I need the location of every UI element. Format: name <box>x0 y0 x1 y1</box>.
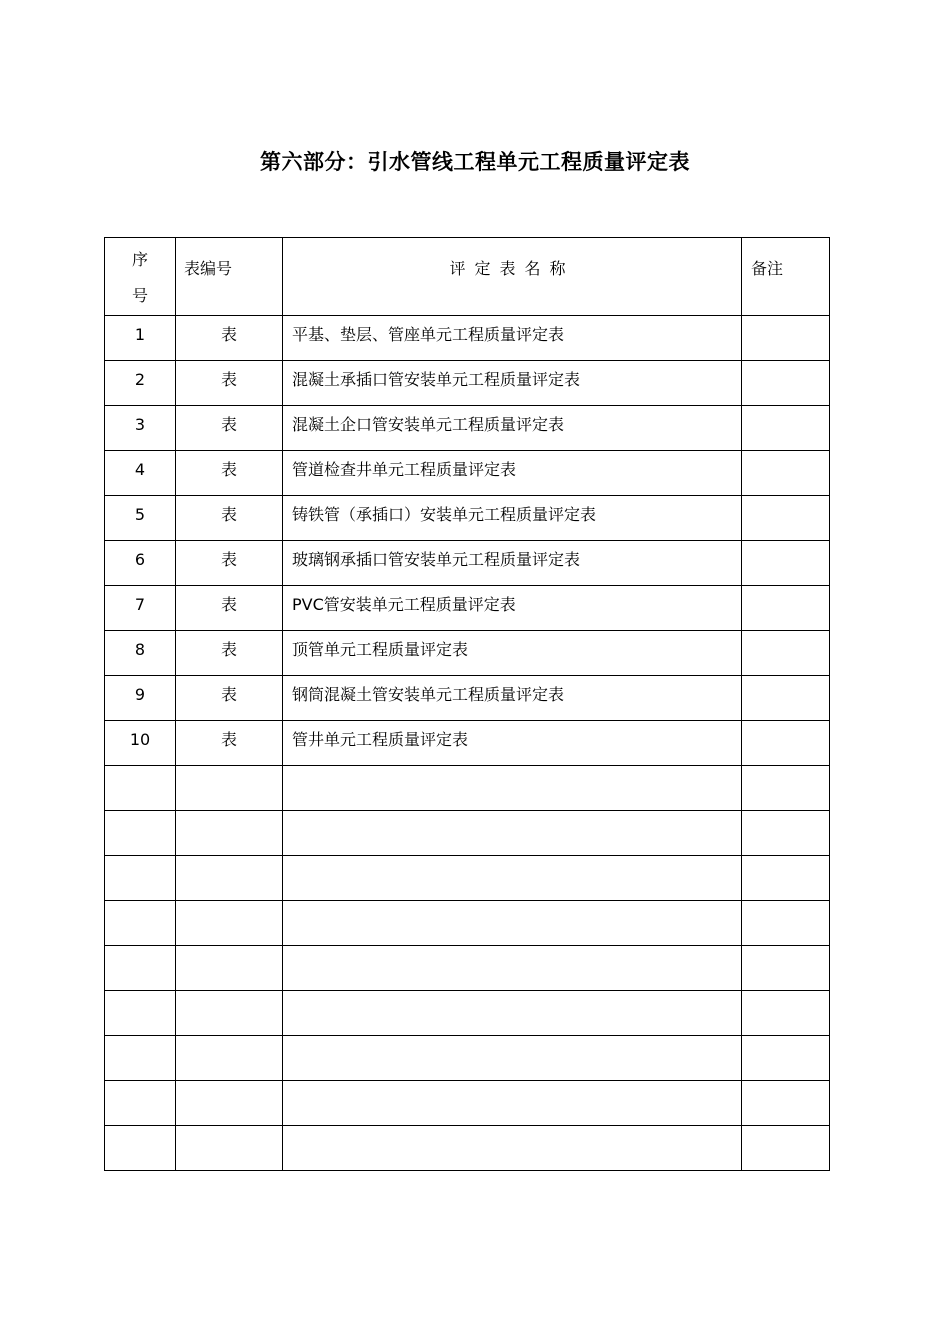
row-name-cell <box>283 406 742 451</box>
row-code-cell-text <box>176 766 282 774</box>
row-name-cell-text: 平基、垫层、管座单元工程质量评定表 <box>292 325 565 344</box>
header-seq-line1: 序 <box>131 250 148 269</box>
row-code-cell <box>176 406 283 451</box>
row-note-cell-text <box>742 586 829 594</box>
table-body <box>105 316 830 1171</box>
row-note-cell <box>742 631 830 676</box>
table-row <box>105 946 830 991</box>
row-note-cell-text <box>742 1036 829 1044</box>
row-name-cell-text: 混凝土企口管安装单元工程质量评定表 <box>292 415 565 434</box>
row-code-cell-text <box>176 856 282 864</box>
table-row <box>105 586 830 631</box>
row-code-cell-text: 表 <box>220 685 237 704</box>
row-note-cell-text <box>742 766 829 774</box>
row-seq-cell-text <box>105 1036 175 1044</box>
row-code-cell <box>176 676 283 721</box>
header-code <box>176 238 283 316</box>
table-row <box>105 1036 830 1081</box>
row-note-cell-text <box>742 406 829 414</box>
row-code-cell <box>176 631 283 676</box>
row-note-cell-text <box>742 721 829 729</box>
row-seq-cell-text: 3 <box>134 415 146 434</box>
row-note-cell-text <box>742 496 829 504</box>
row-name-cell <box>283 451 742 496</box>
row-note-cell-text <box>742 451 829 459</box>
evaluation-form-index-table <box>104 237 830 1171</box>
table-row <box>105 991 830 1036</box>
row-name-cell <box>283 361 742 406</box>
row-code-cell <box>176 901 283 946</box>
row-name-cell <box>283 811 742 856</box>
row-name-cell <box>283 946 742 991</box>
row-name-cell <box>283 1126 742 1171</box>
table-row <box>105 1126 830 1171</box>
row-seq-cell-text: 1 <box>134 325 146 344</box>
row-seq-cell-text: 10 <box>129 730 151 749</box>
row-name-cell-text: 管道检查井单元工程质量评定表 <box>292 460 517 479</box>
row-note-cell-text <box>742 1126 829 1134</box>
row-code-cell-text <box>176 991 282 999</box>
row-note-cell <box>742 946 830 991</box>
row-name-cell-text <box>292 1126 741 1134</box>
row-seq-cell <box>105 811 176 856</box>
row-code-cell <box>176 1081 283 1126</box>
row-name-cell <box>283 721 742 766</box>
row-seq-cell-text: 9 <box>134 685 146 704</box>
table-row <box>105 856 830 901</box>
table-row <box>105 1081 830 1126</box>
row-seq-cell <box>105 361 176 406</box>
row-code-cell-text: 表 <box>220 550 237 569</box>
row-seq-cell-text <box>105 946 175 954</box>
row-name-cell-text: 玻璃钢承插口管安装单元工程质量评定表 <box>292 550 581 569</box>
row-seq-cell <box>105 721 176 766</box>
row-code-cell-text: 表 <box>220 505 237 524</box>
row-note-cell <box>742 721 830 766</box>
row-name-cell <box>283 1081 742 1126</box>
row-code-cell-text <box>176 1081 282 1089</box>
table-row <box>105 406 830 451</box>
table-row <box>105 631 830 676</box>
row-name-cell <box>283 496 742 541</box>
row-code-cell <box>176 1126 283 1171</box>
row-note-cell-text <box>742 856 829 864</box>
row-note-cell-text <box>742 631 829 639</box>
row-note-cell <box>742 586 830 631</box>
row-seq-cell-text: 6 <box>134 550 146 569</box>
row-code-cell <box>176 766 283 811</box>
table-row <box>105 901 830 946</box>
row-name-cell <box>283 316 742 361</box>
row-name-cell-text: PVC管安装单元工程质量评定表 <box>292 595 516 614</box>
row-name-cell-text: 铸铁管（承插口）安装单元工程质量评定表 <box>292 505 597 524</box>
row-seq-cell-text: 2 <box>134 370 146 389</box>
row-note-cell-text <box>742 901 829 909</box>
row-note-cell-text <box>742 991 829 999</box>
page-title: 第六部分：引水管线工程单元工程质量评定表 <box>260 150 690 174</box>
table-row <box>105 676 830 721</box>
row-name-cell <box>283 991 742 1036</box>
row-name-cell <box>283 541 742 586</box>
row-seq-cell <box>105 316 176 361</box>
row-name-cell-text <box>292 766 741 774</box>
row-seq-cell-text <box>105 991 175 999</box>
row-code-cell-text <box>176 901 282 909</box>
row-code-cell-text: 表 <box>220 415 237 434</box>
header-code-label: 表编号 <box>184 259 233 278</box>
row-note-cell <box>742 1036 830 1081</box>
row-name-cell <box>283 1036 742 1081</box>
table-row <box>105 451 830 496</box>
table-row <box>105 361 830 406</box>
row-code-cell <box>176 586 283 631</box>
row-name-cell-text <box>292 901 741 909</box>
row-note-cell <box>742 856 830 901</box>
row-name-cell-text: 钢筒混凝土管安装单元工程质量评定表 <box>292 685 565 704</box>
row-note-cell <box>742 316 830 361</box>
row-code-cell-text: 表 <box>220 460 237 479</box>
row-seq-cell <box>105 1126 176 1171</box>
row-note-cell <box>742 541 830 586</box>
row-seq-cell <box>105 676 176 721</box>
row-code-cell <box>176 361 283 406</box>
row-seq-cell-text: 8 <box>134 640 146 659</box>
row-seq-cell <box>105 766 176 811</box>
header-note-label: 备注 <box>751 259 784 278</box>
row-name-cell-text <box>292 856 741 864</box>
row-seq-cell <box>105 946 176 991</box>
row-code-cell <box>176 946 283 991</box>
row-name-cell <box>283 631 742 676</box>
row-code-cell <box>176 496 283 541</box>
row-code-cell <box>176 316 283 361</box>
row-code-cell <box>176 541 283 586</box>
row-note-cell <box>742 676 830 721</box>
row-code-cell <box>176 1036 283 1081</box>
row-name-cell-text <box>292 946 741 954</box>
row-note-cell-text <box>742 1081 829 1089</box>
row-code-cell-text <box>176 946 282 954</box>
row-note-cell <box>742 496 830 541</box>
row-seq-cell-text <box>105 766 175 774</box>
row-name-cell-text <box>292 991 741 999</box>
row-code-cell <box>176 856 283 901</box>
row-note-cell <box>742 406 830 451</box>
table-row <box>105 811 830 856</box>
row-seq-cell-text: 4 <box>134 460 146 479</box>
header-note <box>742 238 830 316</box>
row-code-cell <box>176 451 283 496</box>
row-seq-cell-text <box>105 1081 175 1089</box>
row-seq-cell <box>105 586 176 631</box>
row-seq-cell-text <box>105 811 175 819</box>
row-seq-cell <box>105 1036 176 1081</box>
row-note-cell-text <box>742 946 829 954</box>
row-seq-cell-text <box>105 856 175 864</box>
row-code-cell-text <box>176 1036 282 1044</box>
row-name-cell-text: 管井单元工程质量评定表 <box>292 730 469 749</box>
row-seq-cell <box>105 496 176 541</box>
row-name-cell-text <box>292 1036 741 1044</box>
row-note-cell-text <box>742 316 829 324</box>
row-note-cell-text <box>742 811 829 819</box>
row-note-cell <box>742 1126 830 1171</box>
row-code-cell <box>176 721 283 766</box>
row-note-cell <box>742 361 830 406</box>
table-row <box>105 496 830 541</box>
header-name-label: 评定表名称 <box>449 259 575 278</box>
row-seq-cell-text <box>105 1126 175 1134</box>
row-code-cell-text: 表 <box>220 595 237 614</box>
row-seq-cell <box>105 991 176 1036</box>
row-note-cell-text <box>742 361 829 369</box>
row-code-cell <box>176 811 283 856</box>
table-row <box>105 316 830 361</box>
row-code-cell-text: 表 <box>220 730 237 749</box>
row-seq-cell <box>105 541 176 586</box>
header-name <box>283 238 742 316</box>
row-note-cell <box>742 991 830 1036</box>
row-seq-cell <box>105 406 176 451</box>
row-name-cell <box>283 901 742 946</box>
row-note-cell-text <box>742 541 829 549</box>
header-seq <box>105 238 176 316</box>
row-name-cell-text <box>292 1081 741 1089</box>
table-row <box>105 766 830 811</box>
row-name-cell <box>283 766 742 811</box>
row-code-cell-text: 表 <box>220 325 237 344</box>
row-note-cell <box>742 901 830 946</box>
table-row <box>105 721 830 766</box>
row-note-cell-text <box>742 676 829 684</box>
row-note-cell <box>742 1081 830 1126</box>
row-name-cell-text: 混凝土承插口管安装单元工程质量评定表 <box>292 370 581 389</box>
row-name-cell <box>283 586 742 631</box>
row-code-cell <box>176 991 283 1036</box>
row-note-cell <box>742 811 830 856</box>
row-seq-cell-text: 5 <box>134 505 146 524</box>
row-code-cell-text: 表 <box>220 640 237 659</box>
row-note-cell <box>742 451 830 496</box>
row-seq-cell <box>105 856 176 901</box>
row-seq-cell-text <box>105 901 175 909</box>
table-row <box>105 541 830 586</box>
row-name-cell-text: 顶管单元工程质量评定表 <box>292 640 469 659</box>
row-seq-cell <box>105 1081 176 1126</box>
row-name-cell <box>283 676 742 721</box>
row-seq-cell <box>105 631 176 676</box>
row-code-cell-text: 表 <box>220 370 237 389</box>
row-seq-cell <box>105 901 176 946</box>
row-name-cell-text <box>292 811 741 819</box>
row-name-cell <box>283 856 742 901</box>
row-note-cell <box>742 766 830 811</box>
row-seq-cell-text: 7 <box>134 595 146 614</box>
header-seq-line2: 号 <box>131 286 148 305</box>
row-code-cell-text <box>176 811 282 819</box>
row-seq-cell <box>105 451 176 496</box>
table-header-row <box>105 238 830 316</box>
row-code-cell-text <box>176 1126 282 1134</box>
